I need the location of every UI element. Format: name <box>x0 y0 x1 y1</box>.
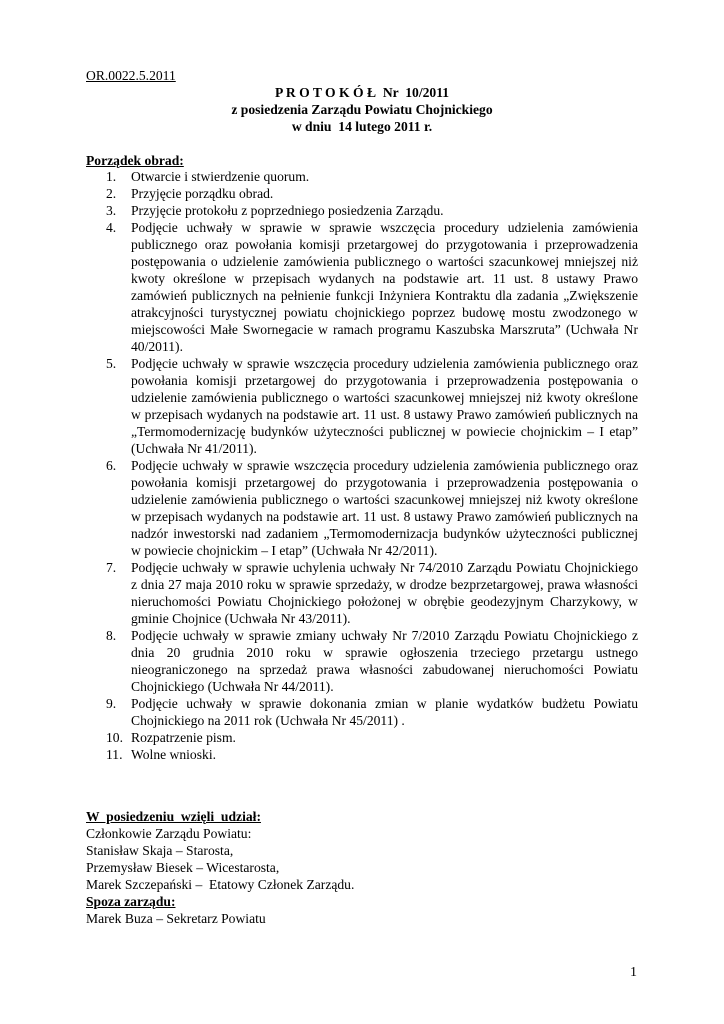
agenda-item-number: 7. <box>106 560 117 575</box>
agenda-list <box>86 168 638 763</box>
agenda-item-number: 8. <box>106 628 117 643</box>
outside-heading: Spoza zarządu: <box>86 894 176 909</box>
agenda-item <box>86 627 638 695</box>
agenda-item-text: Podjęcie uchwały w sprawie zmiany uchwały Nr 7/2010 Zarządu Powiatu Chojnickiego z dnia 20 grudnia 2010 roku w sprawie ogłoszenia trzeciego przetargu ustnego nieograniczonego na sprzedaż prawa własności zabudowanej nieruchomości Powiatu Chojnickiego (Uchwała Nr 44/2011). <box>131 628 638 694</box>
agenda-item-text: Podjęcie uchwały w sprawie dokonania zmian w planie wydatków budżetu Powiatu Chojnickiego na 2011 rok (Uchwała Nr 45/2011) . <box>131 696 638 728</box>
agenda-item <box>86 729 638 746</box>
agenda-item <box>86 695 638 729</box>
agenda-item-number: 1. <box>106 169 117 184</box>
title-line-meeting: z posiedzenia Zarządu Powiatu Chojnickiego <box>231 102 493 117</box>
title-line-date: w dniu 14 lutego 2011 r. <box>291 119 433 134</box>
agenda-item <box>86 559 638 627</box>
agenda-item-text: Podjęcie uchwały w sprawie w sprawie wszczęcia procedury udzielenia zamówienia publicznego oraz powołania komisji przetargowej do przygotowania i przeprowadzenia postępowania o udzielenie zamówienia publicznego o wartości szacunkowej mniejszej niż kwoty określone w przepisach wydanych na podstawie art. 11 ust. 8 ustawy Prawo zamówień publicznych na pełnienie funkcji Inżyniera Kontraktu dla zadania „Zwiększenie atrakcyjności turystycznej powiatu chojnickiego poprzez budowę mostu zwodzonego w miejscowości Małe Swornegacie w ramach programu Kaszubska Marszruta” (Uchwała Nr 40/2011). <box>131 220 638 354</box>
board-member: Marek Szczepański – Etatowy Członek Zarządu. <box>86 877 355 892</box>
board-member: Przemysław Biesek – Wicestarosta, <box>86 860 280 875</box>
agenda-item <box>86 185 638 202</box>
agenda-item-number: 4. <box>106 220 117 235</box>
agenda-heading: Porządek obrad: <box>86 153 184 168</box>
agenda-item-number: 9. <box>106 696 117 711</box>
agenda-item <box>86 355 638 457</box>
document-title <box>86 84 638 135</box>
agenda-item-number: 11. <box>106 747 123 762</box>
document-reference: OR.0022.5.2011 <box>86 68 176 83</box>
agenda-item-text: Otwarcie i stwierdzenie quorum. <box>131 169 310 184</box>
board-label: Członkowie Zarządu Powiatu: <box>86 826 252 841</box>
page-number: 1 <box>630 965 637 980</box>
agenda-item <box>86 457 638 559</box>
agenda-item-text: Przyjęcie protokołu z poprzedniego posiedzenia Zarządu. <box>131 203 444 218</box>
agenda-item <box>86 746 638 763</box>
title-line-protocol: P R O T O K Ó Ł Nr 10/2011 <box>274 85 450 100</box>
agenda-item-number: 10. <box>106 730 123 745</box>
participants-heading: W posiedzeniu wzięli udział: <box>86 809 261 824</box>
agenda-item-text: Przyjęcie porządku obrad. <box>131 186 274 201</box>
agenda-item-text: Rozpatrzenie pism. <box>131 730 236 745</box>
agenda-item-text: Podjęcie uchwały w sprawie uchylenia uchwały Nr 74/2010 Zarządu Powiatu Chojnickiego z dnia 27 maja 2010 roku w sprawie sprzedaży, w drodze bezprzetargowej, prawa własności nieruchomości Powiatu Chojnickiego położonej w obrębie geodezyjnym Charzykowy, w gminie Chojnice (Uchwała Nr 43/2011). <box>131 560 638 626</box>
participants-section <box>86 808 638 927</box>
board-member: Stanisław Skaja – Starosta, <box>86 843 234 858</box>
agenda-item-number: 6. <box>106 458 117 473</box>
agenda-item-text: Podjęcie uchwały w sprawie wszczęcia procedury udzielenia zamówienia publicznego oraz powołania komisji przetargowej do przygotowania i przeprowadzenia postępowania o udzielenie zamówienia publicznego o wartości szacunkowej mniejszej niż kwoty określone w przepisach wydanych na podstawie art. 11 ust. 8 ustawy Prawo zamówień publicznych na „Termomodernizację budynków użyteczności publicznej w powiecie chojnickim – I etap” (Uchwała Nr 41/2011). <box>131 356 638 456</box>
agenda-item-number: 2. <box>106 186 117 201</box>
outside-member: Marek Buza – Sekretarz Powiatu <box>86 911 266 926</box>
agenda-item <box>86 202 638 219</box>
agenda-item-number: 3. <box>106 203 117 218</box>
agenda-item-number: 5. <box>106 356 117 371</box>
agenda-item-text: Wolne wnioski. <box>131 747 216 762</box>
agenda-item <box>86 219 638 355</box>
agenda-item <box>86 168 638 185</box>
agenda-item-text: Podjęcie uchwały w sprawie wszczęcia procedury udzielenia zamówienia publicznego oraz powołania komisji przetargowej do przygotowania i przeprowadzenia postępowania o udzielenie zamówienia publicznego o wartości szacunkowej mniejszej niż kwoty określone w przepisach wydanych na podstawie art. 11 ust. 8 ustawy Prawo zamówień publicznych na nadzór inwestorski nad zadaniem „Termomodernizacja budynków użyteczności publicznej w powiecie chojnickim – I etap” (Uchwała Nr 42/2011). <box>131 458 638 558</box>
